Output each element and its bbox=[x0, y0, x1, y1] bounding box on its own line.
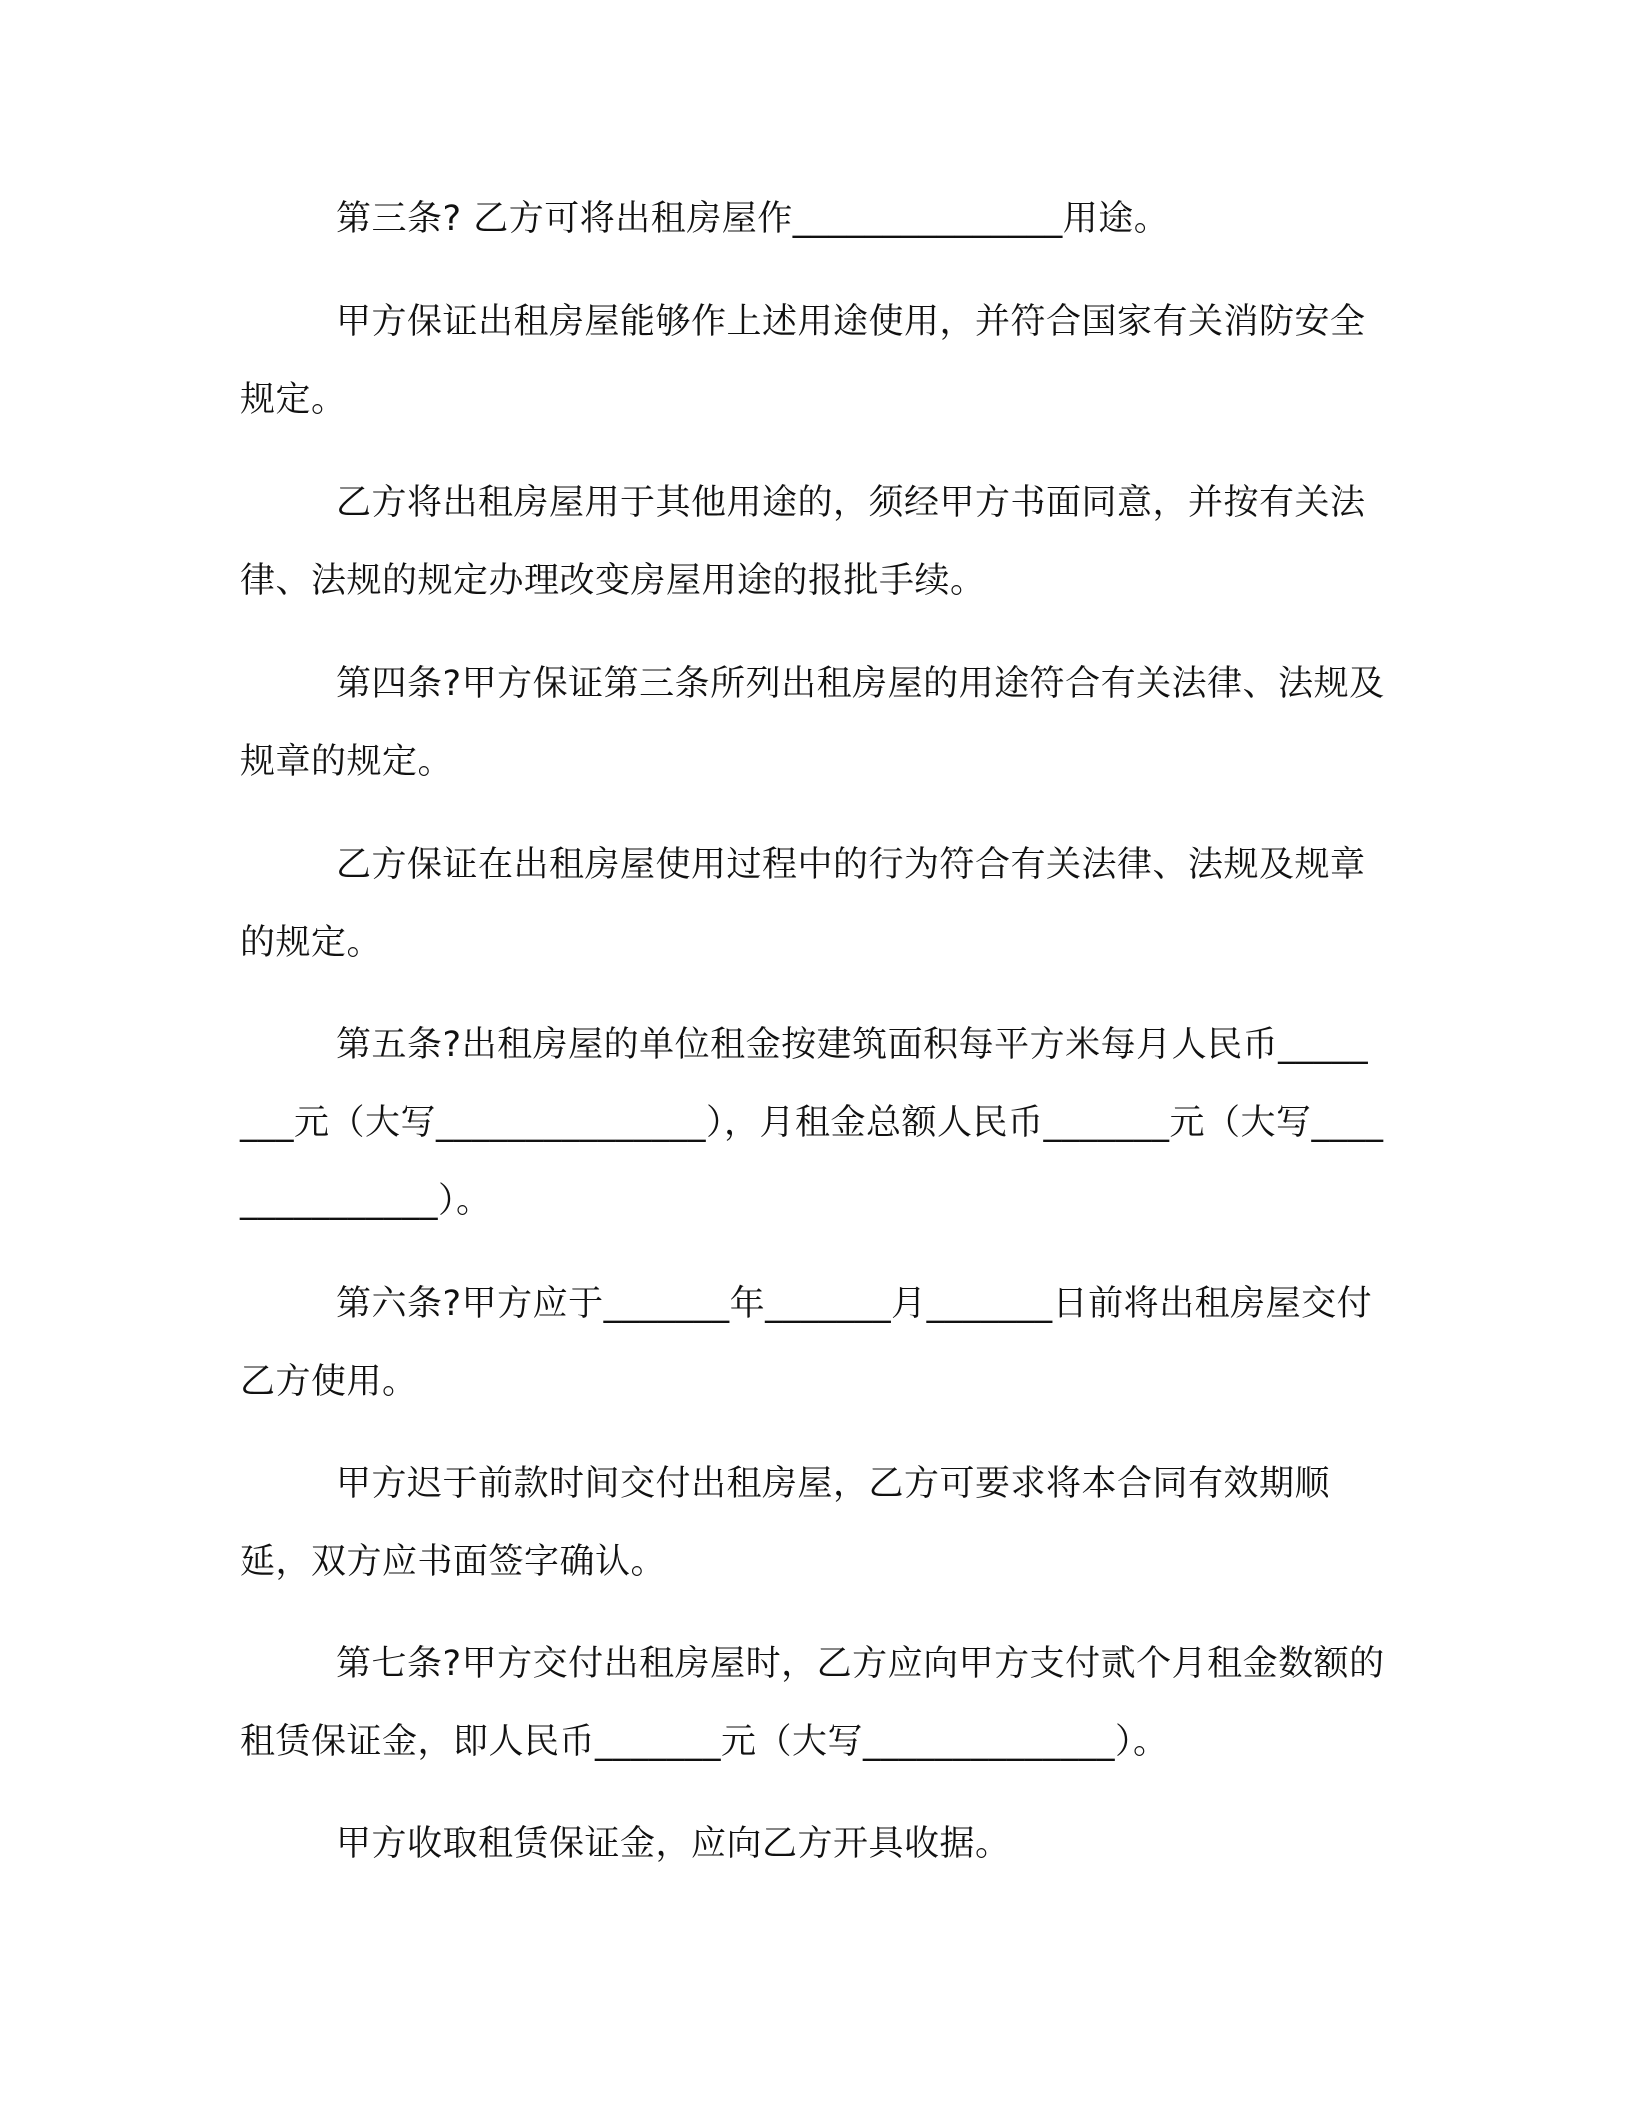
paragraph-delay: 甲方迟于前款时间交付出租房屋，乙方可要求将本合同有效期顺延，双方应书面签字确认。 bbox=[240, 1464, 1331, 1582]
paragraph-article-6: 第六条?甲方应于_______年_______月_______日前将出租房屋交付乙方使用。 bbox=[240, 1284, 1373, 1402]
paragraph-article-3: 第三条? 乙方可将出租房屋作_______________用途。 bbox=[336, 199, 1170, 239]
paragraph-tenant-conduct: 乙方保证在出租房屋使用过程中的行为符合有关法律、法规及规章的规定。 bbox=[240, 845, 1366, 963]
paragraph-article-4: 第四条?甲方保证第三条所列出租房屋的用途符合有关法律、法规及规章的规定。 bbox=[240, 664, 1385, 782]
paragraph-receipt: 甲方收取租赁保证金，应向乙方开具收据。 bbox=[336, 1824, 1011, 1864]
paragraph-other-use: 乙方将出租房屋用于其他用途的，须经甲方书面同意，并按有关法律、法规的规定办理改变房屋用途的报批手续。 bbox=[240, 483, 1366, 601]
paragraph-fire-safety: 甲方保证出租房屋能够作上述用途使用，并符合国家有关消防安全规定。 bbox=[240, 302, 1366, 420]
paragraph-article-7: 第七条?甲方交付出租房屋时，乙方应向甲方支付贰个月租金数额的租赁保证金，即人民币_______元（大写______________）。 bbox=[240, 1644, 1385, 1762]
paragraph-article-5: 第五条?出租房屋的单位租金按建筑面积每平方米每月人民币________元（大写_______________），月租金总额人民币_______元（大写_______________）。 bbox=[240, 1025, 1384, 1221]
